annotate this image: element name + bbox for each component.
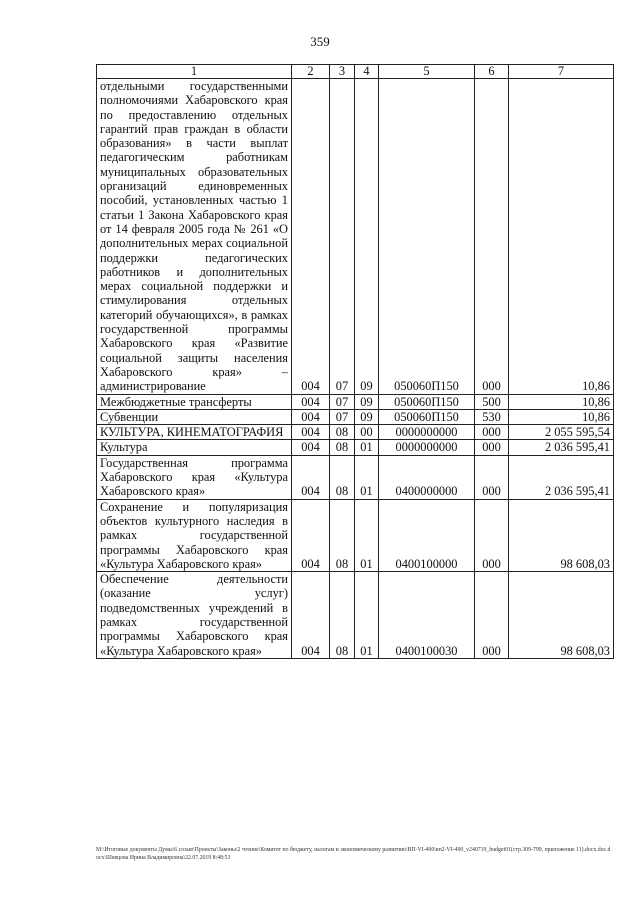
budget-table [96,64,614,659]
cell-target: 0400100030 [379,572,475,659]
cell-code: 004 [292,394,330,409]
row-name: Субвенции [97,409,292,424]
cell-target: 0000000000 [379,425,475,440]
table-row [97,425,614,440]
cell-section: 08 [330,499,355,571]
cell-code: 004 [292,79,330,395]
row-name: Межбюджетные трансферты [97,394,292,409]
cell-code: 004 [292,455,330,499]
cell-target: 050060П150 [379,409,475,424]
cell-section: 07 [330,409,355,424]
cell-type: 000 [475,425,509,440]
table-row [97,409,614,424]
cell-section: 07 [330,394,355,409]
cell-amount: 10,86 [509,394,614,409]
cell-type: 530 [475,409,509,424]
header-cell: 7 [509,65,614,79]
cell-target: 0000000000 [379,440,475,455]
cell-subsection: 01 [355,440,379,455]
cell-type: 000 [475,572,509,659]
row-name: Государственная программа Хабаровского края «Культура Хабаровского края» [97,455,292,499]
cell-amount: 2 036 595,41 [509,440,614,455]
cell-code: 004 [292,409,330,424]
cell-subsection: 09 [355,79,379,395]
cell-amount: 98 608,03 [509,572,614,659]
page-number: 359 [310,34,330,49]
cell-code: 004 [292,499,330,571]
table-row [97,499,614,571]
table-header-row [97,65,614,79]
cell-type: 000 [475,440,509,455]
row-name: КУЛЬТУРА, КИНЕМАТОГРАФИЯ [97,425,292,440]
cell-amount: 10,86 [509,409,614,424]
cell-section: 08 [330,455,355,499]
table-row [97,79,614,395]
cell-type: 000 [475,79,509,395]
cell-subsection: 01 [355,572,379,659]
header-cell: 2 [292,65,330,79]
cell-code: 004 [292,572,330,659]
cell-section: 08 [330,440,355,455]
cell-type: 500 [475,394,509,409]
table-row [97,440,614,455]
row-name: Сохранение и популяризация объектов культурного наследия в рамках государственной программы Хабаровского края «Культура Хабаровского края» [97,499,292,571]
cell-amount: 10,86 [509,79,614,395]
cell-target: 0400100000 [379,499,475,571]
cell-subsection: 00 [355,425,379,440]
cell-type: 000 [475,455,509,499]
cell-section: 07 [330,79,355,395]
table-row [97,455,614,499]
cell-amount: 98 608,03 [509,499,614,571]
cell-code: 004 [292,425,330,440]
cell-type: 000 [475,499,509,571]
table-row [97,394,614,409]
header-cell: 4 [355,65,379,79]
cell-target: 050060П150 [379,394,475,409]
cell-subsection: 01 [355,455,379,499]
cell-section: 08 [330,425,355,440]
row-name: отдельными государственными полномочиями Хабаровского края по предоставлению отдельных гарантий прав граждан в области образования» в части выплат педагогическим работникам муниципальных образовательных организаций единовременных пособий, установленных частью 1 статьи 1 Закона Хабаровского края от 14 февраля 2005 года № 261 «О дополнительных мерах социальной поддержки педагогических работников и дополнительных мерах социальной поддержки и стимулирования отдельных категорий обучающихся», в рамках государственной программы Хабаровского края «Развитие социальной защиты населения Хабаровского края» – администрирование [97,79,292,395]
row-name: Обеспечение деятельности (оказание услуг) подведомственных учреждений в рамках государственной программы Хабаровского края «Культура Хабаровского края» [97,572,292,659]
header-cell: 6 [475,65,509,79]
header-cell: 1 [97,65,292,79]
cell-amount: 2 036 595,41 [509,455,614,499]
cell-subsection: 09 [355,409,379,424]
cell-subsection: 01 [355,499,379,571]
cell-subsection: 09 [355,394,379,409]
header-cell: 5 [379,65,475,79]
table-row [97,572,614,659]
cell-code: 004 [292,440,330,455]
document-path-footer: M:\Итоговые документы Думы\6 созыв\Проекты\Законы\2 чтение\Комитет по бюджету, налогам и экономическому развитию\ВП-VI-490\вп2-VI-490_v240719_budget01(стр.309-799, приложение 11).docx.doc.docx\Шевцова Ирина Владимировна\22.07.2019 8:48:53 [96,847,611,861]
cell-target: 0400000000 [379,455,475,499]
cell-amount: 2 055 595,54 [509,425,614,440]
cell-section: 08 [330,572,355,659]
header-cell: 3 [330,65,355,79]
cell-target: 050060П150 [379,79,475,395]
row-name: Культура [97,440,292,455]
